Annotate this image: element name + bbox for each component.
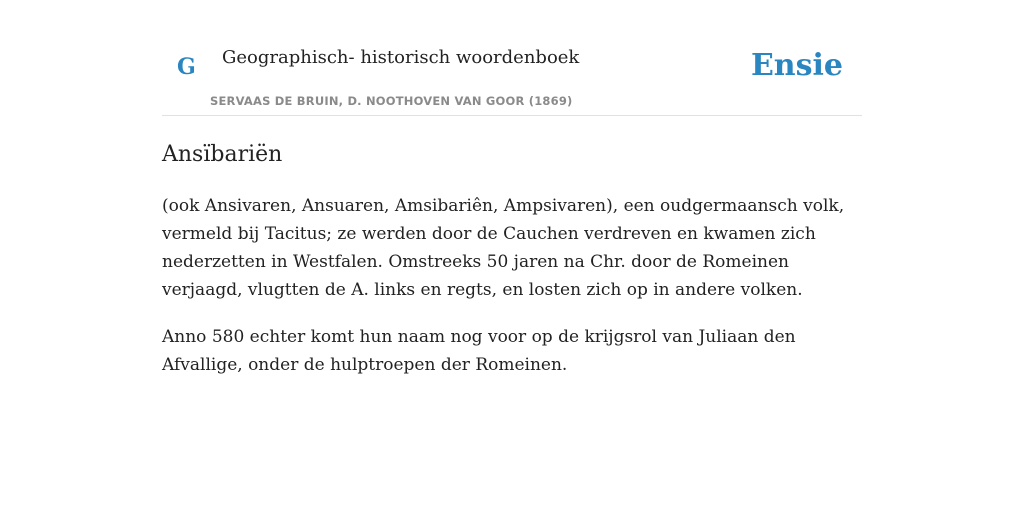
entry-paragraph: Anno 580 echter komt hun naam nog voor op de krijgsrol van Juliaan den Afvallige, onder de hulptroepen der Romeinen. [162,327,796,376]
ensie-logo-link[interactable]: Ensie [750,48,843,83]
book-header [162,0,862,116]
entry-title: Ansïbariën [162,142,283,167]
book-authors: SERVAAS DE BRUIN, D. NOOTHOVEN VAN GOOR (1869) [210,94,573,108]
book-initial-icon[interactable]: G [177,54,196,80]
book-title-link[interactable]: Geographisch- historisch woordenboek [222,47,580,68]
entry-body [162,192,862,379]
entry-paragraph: (ook Ansivaren, Ansuaren, Amsibariên, Ampsivaren), een oudgermaansch volk, vermeld bij Tacitus; ze werden door de Cauchen verdreven en kwamen zich nederzetten in Westfalen. Omstreeks 50 jaren na Chr. door de Romeinen verjaagd, vlugtten de A. links en regts, en losten zich op in andere volken. [162,196,845,301]
page [162,0,862,379]
